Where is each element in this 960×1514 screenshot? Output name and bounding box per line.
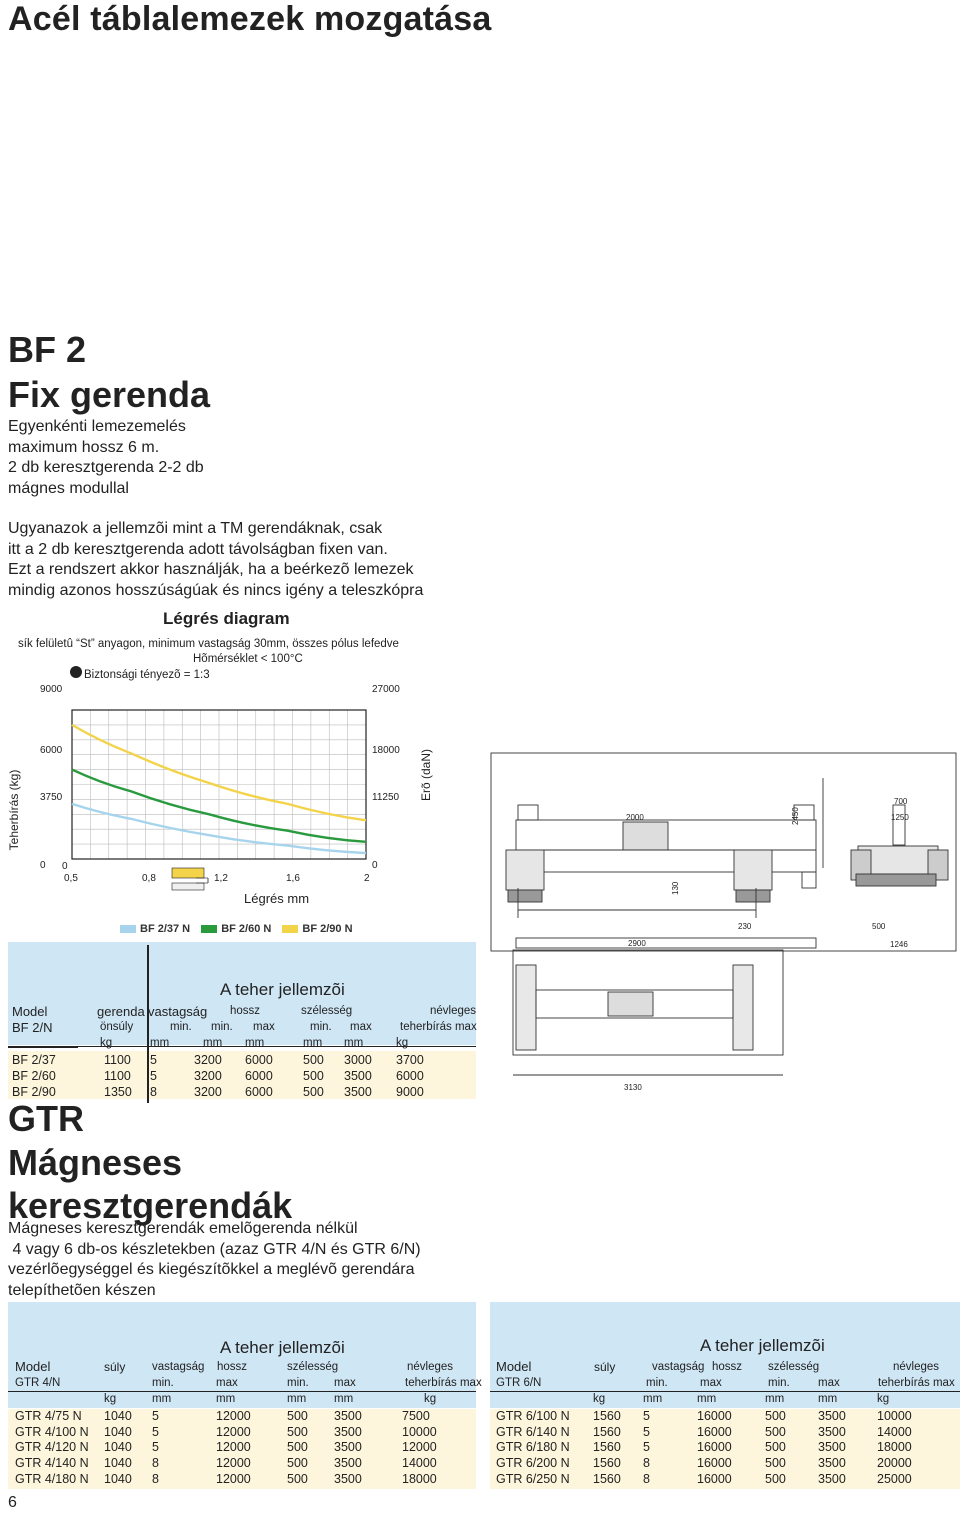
table-cell: 3700 <box>396 1053 424 1067</box>
table-cell: 1560 <box>593 1456 621 1471</box>
bf-table-divider <box>147 945 149 1103</box>
table-cell: 8 <box>643 1471 650 1486</box>
chart-ticks <box>40 684 400 884</box>
table-cell: 16000 <box>697 1440 732 1455</box>
x-axis-label: Légrés mm <box>244 891 310 906</box>
dim-500: 500 <box>872 922 886 931</box>
table-cell: 1560 <box>593 1471 621 1486</box>
dim-130: 130 <box>671 881 680 895</box>
x-tick: 0,5 <box>64 873 78 884</box>
table-cell: 6000 <box>396 1069 424 1083</box>
table-cell: 500 <box>287 1409 308 1423</box>
desc-line: Ugyanazok a jellemzõi mint a TM gerendáknak, csak <box>8 520 383 537</box>
table-cell: GTR 6/250 N <box>496 1471 570 1486</box>
table-cell: GTR 4/180 N <box>15 1471 89 1486</box>
table-cell: 1040 <box>104 1471 132 1486</box>
dim-2900: 2900 <box>628 939 646 948</box>
table-cell: 18000 <box>402 1471 437 1486</box>
dim-3130: 3130 <box>624 1083 642 1092</box>
table-cell: 3500 <box>818 1471 846 1486</box>
y-tick-right: 11250 <box>372 792 400 803</box>
table-cell: 9000 <box>396 1085 424 1099</box>
table-cell: 500 <box>765 1424 786 1439</box>
table-cell: 7500 <box>402 1409 430 1423</box>
table-cell: 1040 <box>104 1409 132 1423</box>
table-cell: 12000 <box>216 1409 251 1423</box>
y-tick-left: 3750 <box>40 792 63 803</box>
x-tick-zero: 0 <box>62 861 68 872</box>
table-cell: 8 <box>152 1471 159 1486</box>
dim-2450: 2450 <box>791 807 800 825</box>
table-cell: 5 <box>643 1440 650 1455</box>
table-cell: 8 <box>150 1085 157 1099</box>
table-cell: 500 <box>287 1440 308 1455</box>
y-axis-left-label: Teherbírás (kg) <box>7 769 21 851</box>
table-cell: 6000 <box>245 1085 273 1099</box>
desc-line: mindig azonos hosszúságúak és nincs igény a teleszkópra <box>8 581 424 599</box>
table-cell: 3500 <box>818 1409 846 1423</box>
table-cell: 1350 <box>104 1085 132 1099</box>
table-cell: 16000 <box>697 1471 732 1486</box>
bf2-description <box>8 519 423 601</box>
dim-700: 700 <box>894 797 908 806</box>
table-cell: 18000 <box>877 1440 912 1455</box>
table-cell: 1560 <box>593 1409 621 1423</box>
y-tick-right: 18000 <box>372 745 400 756</box>
legend-item-bf237: BF 2/37 N <box>120 923 190 935</box>
table-cell: 12000 <box>216 1456 251 1471</box>
y-axis-right-label: Erõ (daN) <box>419 748 433 802</box>
y-tick-left: 0 <box>40 860 46 871</box>
table-cell: 500 <box>765 1456 786 1471</box>
table-cell: 3500 <box>818 1440 846 1455</box>
table-cell: 20000 <box>877 1456 912 1471</box>
intro-line: mágnes modullal <box>8 479 129 497</box>
table-cell: GTR 4/75 N <box>15 1409 82 1423</box>
chart-subtitle: sík felületû “St” anyagon, minimum vastagság 30mm, összes pólus lefedve <box>18 638 399 650</box>
table-cell: 1040 <box>104 1440 132 1455</box>
table-cell: 500 <box>287 1471 308 1486</box>
chart-title: Légrés diagram <box>163 609 290 628</box>
table-cell: 3500 <box>818 1456 846 1471</box>
table-cell: 12000 <box>216 1424 251 1439</box>
bf2-subtitle: Fix gerenda <box>8 374 211 415</box>
gtr-subtitle-2: keresztgerendák <box>8 1185 293 1226</box>
table-cell: 500 <box>765 1409 786 1423</box>
table-cell: 500 <box>765 1440 786 1455</box>
table-cell: 3500 <box>334 1471 362 1486</box>
intro-line: maximum hossz 6 m. <box>8 438 160 456</box>
table-cell: 3200 <box>194 1085 222 1099</box>
table-cell: 16000 <box>697 1409 732 1423</box>
bf2-intro <box>8 417 204 499</box>
table-cell: 500 <box>287 1424 308 1439</box>
table-cell: 500 <box>765 1471 786 1486</box>
legend-item-bf290: BF 2/90 N <box>282 923 352 935</box>
table-cell: 500 <box>303 1053 324 1067</box>
gtr-subtitle: Mágneses <box>8 1142 183 1183</box>
table-cell: 5 <box>150 1069 157 1083</box>
x-tick: 2 <box>364 873 370 884</box>
bf-table-title: A teher jellemzõi <box>220 980 345 999</box>
table-cell: 3500 <box>334 1440 362 1455</box>
table-cell: 16000 <box>697 1456 732 1471</box>
table-cell: 5 <box>152 1440 159 1455</box>
table-cell: 12000 <box>216 1440 251 1455</box>
table-cell: 6000 <box>245 1053 273 1067</box>
table-cell: 14000 <box>402 1456 437 1471</box>
page-title: Acél táblalemezek mozgatása <box>8 0 492 38</box>
table-cell: GTR 6/180 N <box>496 1440 570 1455</box>
dim-2000: 2000 <box>626 813 644 822</box>
table-cell: 14000 <box>877 1424 912 1439</box>
y-tick-right: 0 <box>372 860 378 871</box>
table-cell: 1040 <box>104 1456 132 1471</box>
table-cell: BF 2/37 <box>12 1053 56 1067</box>
bf2-title: BF 2 <box>8 329 87 370</box>
table-cell: 1100 <box>104 1053 131 1067</box>
y-tick-right: 27000 <box>372 684 400 695</box>
table-cell: 500 <box>287 1456 308 1471</box>
table-cell: 25000 <box>877 1471 912 1486</box>
table-cell: 3500 <box>334 1456 362 1471</box>
gtr-title: GTR <box>8 1098 84 1139</box>
table-cell: 8 <box>152 1456 159 1471</box>
dim-1250: 1250 <box>891 813 909 822</box>
table-cell: 6000 <box>245 1069 273 1083</box>
table-cell: GTR 6/200 N <box>496 1456 570 1471</box>
gtr6-table-title: A teher jellemzõi <box>700 1336 825 1355</box>
y-tick-left: 6000 <box>40 745 63 756</box>
table-cell: 1100 <box>104 1069 131 1083</box>
table-cell: GTR 6/100 N <box>496 1409 570 1423</box>
table-cell: 10000 <box>402 1424 437 1439</box>
table-cell: 16000 <box>697 1424 732 1439</box>
desc-line: Ezt a rendszert akkor használják, ha a beérkezõ lemezek <box>8 561 414 578</box>
table-cell: 3500 <box>344 1085 372 1099</box>
table-cell: 5 <box>643 1409 650 1423</box>
airgap-indicator-icon <box>172 868 208 890</box>
table-cell: 12000 <box>402 1440 437 1455</box>
table-cell: BF 2/60 <box>12 1069 56 1083</box>
page-number: 6 <box>8 1494 17 1511</box>
safety-dot-icon <box>70 666 82 678</box>
table-cell: 3200 <box>194 1053 222 1067</box>
dim-230: 230 <box>738 922 752 931</box>
table-cell: 3000 <box>344 1053 372 1067</box>
table-cell: 500 <box>303 1069 324 1083</box>
table-cell: 500 <box>303 1085 324 1099</box>
table-cell: GTR 4/100 N <box>15 1424 89 1439</box>
intro-line: 2 db keresztgerenda 2-2 db <box>8 459 204 476</box>
table-cell: 3500 <box>344 1069 372 1083</box>
y-tick-left: 9000 <box>40 684 63 695</box>
chart-legend <box>120 923 353 935</box>
legres-chart <box>0 680 480 940</box>
table-cell: 1040 <box>104 1424 132 1439</box>
technical-drawing <box>488 750 960 1110</box>
table-cell: GTR 6/140 N <box>496 1424 570 1439</box>
table-cell: 3500 <box>334 1409 362 1423</box>
table-cell: BF 2/90 <box>12 1085 56 1099</box>
table-cell: 3500 <box>334 1424 362 1439</box>
chart-temp-note: Hõmérséklet < 100°C <box>193 653 303 665</box>
x-tick: 1,2 <box>214 873 228 884</box>
table-cell: 8 <box>643 1456 650 1471</box>
table-cell: 5 <box>150 1053 157 1067</box>
gtr-description: Mágneses keresztgerendák emelõgerenda nélkül 4 vagy 6 db-os készletekben (azaz GTR 4/N és GTR 6/N) vezérlõegységgel és kiegészítõkkel a meglévõ gerendára telepíthetõen készen <box>8 1220 421 1299</box>
legend-item-bf260: BF 2/60 N <box>201 923 271 935</box>
table-cell: 10000 <box>877 1409 912 1423</box>
table-cell: 5 <box>152 1424 159 1439</box>
x-tick: 0,8 <box>142 873 156 884</box>
dim-1246: 1246 <box>890 940 908 949</box>
table-cell: 3500 <box>818 1424 846 1439</box>
table-cell: 1560 <box>593 1424 621 1439</box>
table-cell: 3200 <box>194 1069 222 1083</box>
table-cell: GTR 4/140 N <box>15 1456 89 1471</box>
desc-line: itt a 2 db keresztgerenda adott távolságban fixen van. <box>8 540 388 558</box>
intro-line: Egyenkénti lemezemelés <box>8 418 186 435</box>
table-cell: 12000 <box>216 1471 251 1486</box>
table-cell: GTR 4/120 N <box>15 1440 89 1455</box>
chart-safety-note: Biztonsági tényezõ = 1:3 <box>84 669 210 681</box>
table-cell: 5 <box>643 1424 650 1439</box>
x-tick: 1,6 <box>286 873 300 884</box>
table-cell: 5 <box>152 1409 159 1423</box>
table-cell: 1560 <box>593 1440 621 1455</box>
gtr4-table-title: A teher jellemzõi <box>220 1338 345 1357</box>
